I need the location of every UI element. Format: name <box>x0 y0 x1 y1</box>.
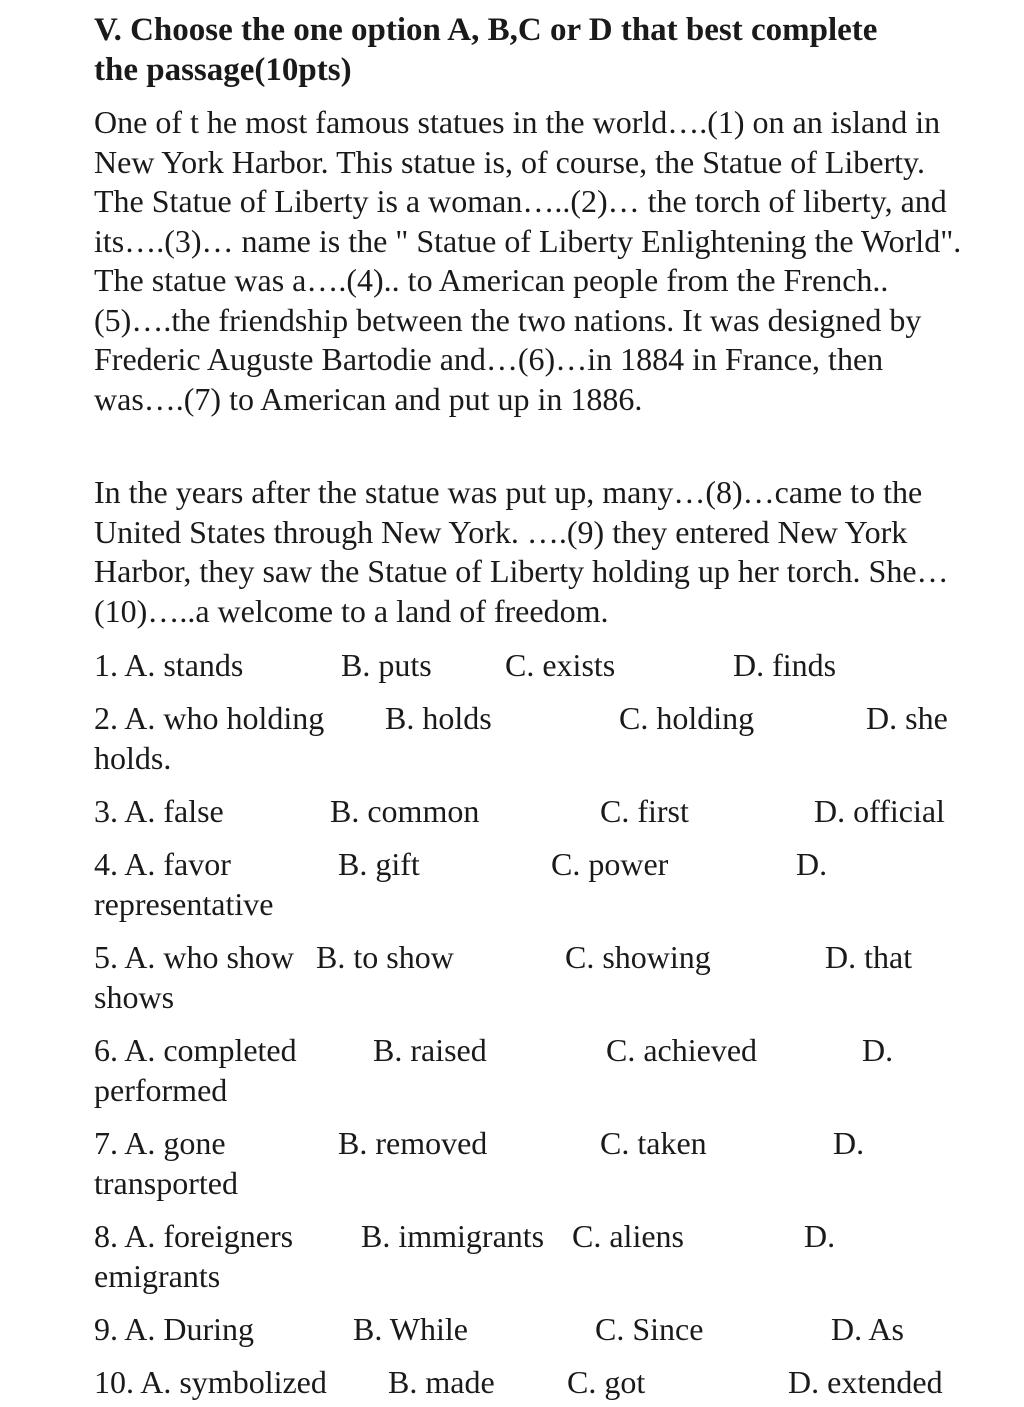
option-d: D. As <box>831 1311 904 1347</box>
heading-line-2: the passage(10pts) <box>94 52 352 88</box>
option-c: C. showing <box>565 939 711 975</box>
option-b: B. gift <box>338 846 420 882</box>
option-a: 9. A. During <box>94 1311 254 1347</box>
option-b: B. While <box>353 1311 468 1347</box>
option-d-continuation: performed <box>94 1072 228 1108</box>
option-c: C. Since <box>595 1311 704 1347</box>
passage-paragraph-2: In the years after the statue was put up, many…(8)…came to the United States through New York. ….(9) they entered New York Harbor, they saw the Statue of Liberty holding up her torch. She…(10)…..a welcome to a land of freedom. <box>94 474 949 629</box>
option-c: C. aliens <box>572 1218 684 1254</box>
option-d: D. <box>804 1218 836 1254</box>
option-d-continuation: holds. <box>94 740 172 776</box>
option-d: D. <box>796 846 828 882</box>
option-a: 7. A. gone <box>94 1125 226 1161</box>
question-9 <box>94 1309 974 1349</box>
option-b: B. to show <box>316 939 454 975</box>
question-7 <box>94 1123 974 1201</box>
option-a: 6. A. completed <box>94 1032 297 1068</box>
question-8 <box>94 1216 974 1294</box>
question-3 <box>94 791 974 831</box>
option-a: 8. A. foreigners <box>94 1218 294 1254</box>
option-a: 1. A. stands <box>94 647 244 683</box>
question-6 <box>94 1030 974 1108</box>
option-d: D. extended <box>788 1364 943 1400</box>
question-10 <box>94 1362 974 1402</box>
passage-paragraph-1: One of t he most famous statues in the world….(1) on an island in New York Harbor. This statue is, of course, the Statue of Liberty. The Statue of Liberty is a woman…..(2)… the torch of liberty, and its….(3)… name is the " Statue of Liberty Enlightening the World". The statue was a….(4).. to American people from the French..(5)….the friendship between the two nations. It was designed by Frederic Auguste Bartodie and…(6)…in 1884 in France, then was….(7) to American and put up in 1886. <box>94 104 962 417</box>
option-c: C. achieved <box>606 1032 758 1068</box>
option-c: C. exists <box>505 647 616 683</box>
question-2 <box>94 698 974 776</box>
option-b: B. puts <box>341 647 432 683</box>
option-d-continuation: transported <box>94 1165 238 1201</box>
option-a: 2. A. who holding <box>94 700 325 736</box>
option-d-continuation: representative <box>94 886 274 922</box>
option-d: D. that <box>825 939 913 975</box>
option-d: D. finds <box>733 647 837 683</box>
option-d: D. official <box>814 793 945 829</box>
option-c: C. taken <box>600 1125 707 1161</box>
option-b: B. made <box>388 1364 495 1400</box>
option-a: 3. A. false <box>94 793 224 829</box>
option-c: C. got <box>567 1364 646 1400</box>
option-d-continuation: emigrants <box>94 1258 221 1294</box>
option-b: B. immigrants <box>361 1218 545 1254</box>
question-1 <box>94 645 974 685</box>
question-5 <box>94 937 974 1015</box>
option-c: C. first <box>600 793 689 829</box>
option-b: B. removed <box>338 1125 488 1161</box>
option-d: D. <box>833 1125 865 1161</box>
option-b: B. holds <box>385 700 492 736</box>
option-d-continuation: shows <box>94 979 175 1015</box>
question-4 <box>94 844 974 922</box>
option-b: B. common <box>330 793 480 829</box>
option-d: D. she <box>866 700 948 736</box>
option-c: C. power <box>551 846 669 882</box>
option-a: 10. A. symbolized <box>94 1364 327 1400</box>
section-heading <box>94 10 994 90</box>
heading-line-1: V. Choose the one option A, B,C or D that best complete <box>94 12 878 48</box>
option-b: B. raised <box>373 1032 487 1068</box>
option-c: C. holding <box>619 700 755 736</box>
option-a: 4. A. favor <box>94 846 231 882</box>
option-a: 5. A. who show <box>94 939 295 975</box>
option-d: D. <box>862 1032 894 1068</box>
